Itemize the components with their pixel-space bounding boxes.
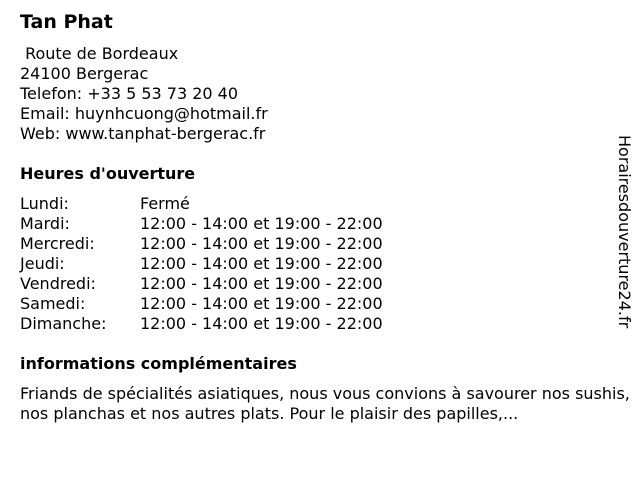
info-heading: informations complémentaires: [20, 354, 297, 373]
time-value: 12:00 - 14:00 et 19:00 - 22:00: [140, 254, 383, 273]
info-description: Friands de spécialités asiatiques, nous vous convions à savourer nos sushis, nos planchas et nos autres plats. Pour le plaisir des papilles,...: [20, 384, 630, 423]
day-label: Samedi:: [20, 294, 86, 313]
hours-row-sunday: [20, 314, 383, 334]
time-value: Fermé: [140, 194, 190, 213]
contact-block: [20, 44, 268, 144]
hours-row-thursday: [20, 254, 383, 274]
hours-heading: Heures d'ouverture: [20, 164, 196, 183]
day-label: Dimanche:: [20, 314, 107, 333]
business-name: Tan Phat: [20, 11, 113, 33]
time-value: 12:00 - 14:00 et 19:00 - 22:00: [140, 314, 383, 333]
day-label: Mardi:: [20, 214, 70, 233]
hours-row-wednesday: [20, 234, 383, 254]
hours-row-friday: [20, 274, 383, 294]
time-value: 12:00 - 14:00 et 19:00 - 22:00: [140, 274, 383, 293]
hours-row-tuesday: [20, 214, 383, 234]
phone-line: Telefon: +33 5 53 73 20 40: [20, 84, 239, 103]
day-label: Mercredi:: [20, 234, 95, 253]
street-address: Route de Bordeaux: [20, 44, 179, 63]
time-value: 12:00 - 14:00 et 19:00 - 22:00: [140, 214, 383, 233]
time-value: 12:00 - 14:00 et 19:00 - 22:00: [140, 234, 383, 253]
city-postal: 24100 Bergerac: [20, 64, 149, 83]
website-line: Web: www.tanphat-bergerac.fr: [20, 124, 266, 143]
time-value: 12:00 - 14:00 et 19:00 - 22:00: [140, 294, 383, 313]
site-watermark: Horairesdouverture24.fr: [615, 135, 634, 329]
email-line: Email: huynhcuong@hotmail.fr: [20, 104, 268, 123]
day-label: Lundi:: [20, 194, 69, 213]
opening-hours-table: [20, 194, 383, 334]
day-label: Jeudi:: [20, 254, 65, 273]
day-label: Vendredi:: [20, 274, 96, 293]
hours-row-monday: [20, 194, 383, 214]
hours-row-saturday: [20, 294, 383, 314]
